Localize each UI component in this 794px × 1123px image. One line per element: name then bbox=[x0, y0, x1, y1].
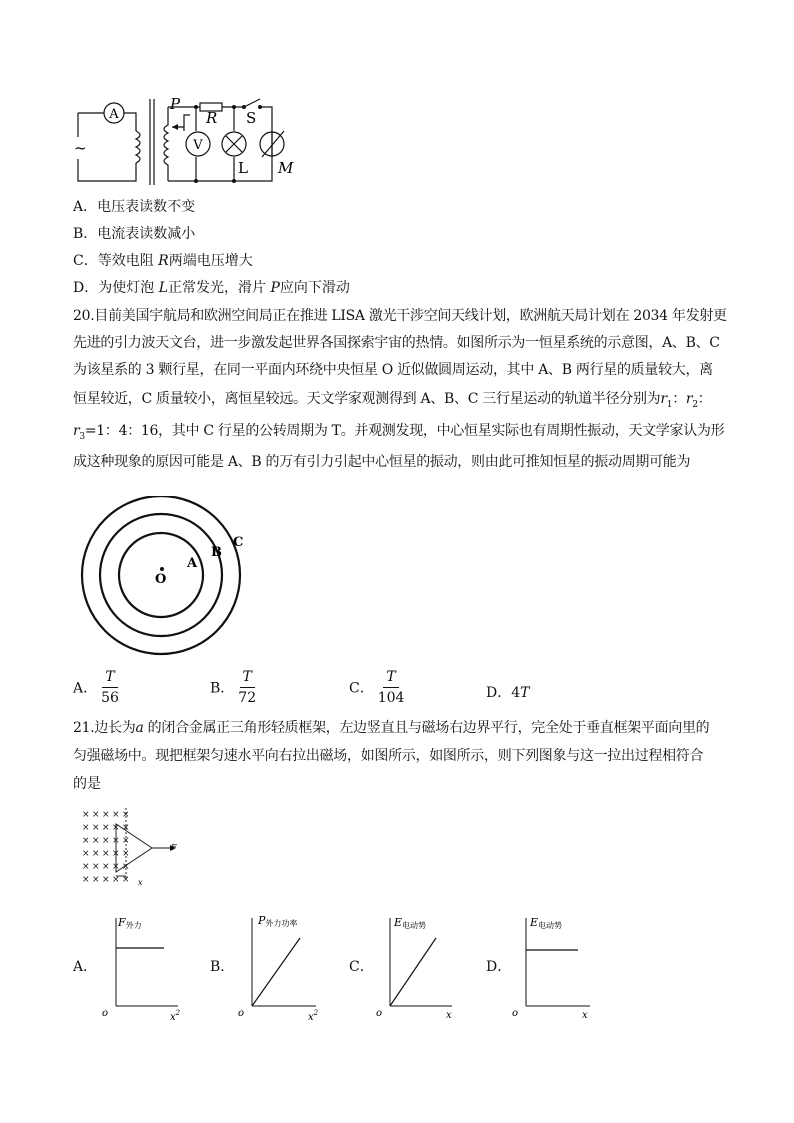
motor-label: M bbox=[278, 159, 294, 177]
field-mark: × bbox=[122, 823, 130, 833]
field-mark: × bbox=[92, 862, 100, 872]
field-mark: × bbox=[82, 836, 90, 846]
q20-line-3: 为该星系的 3 颗行星，在同一平面内环绕中央恒星 O 近似做圆周运动，其中 A、B 两行星的质量较大，离 bbox=[73, 362, 713, 378]
star-label: O bbox=[155, 572, 167, 587]
q20-option-d: D．4T bbox=[486, 685, 530, 701]
voltmeter-symbol: V bbox=[193, 138, 203, 153]
q19-option-b: B．电流表读数减小 bbox=[73, 226, 196, 242]
field-mark: × bbox=[92, 823, 100, 833]
svg-text:x: x bbox=[582, 1010, 588, 1021]
field-mark: × bbox=[102, 875, 110, 885]
field-mark: × bbox=[112, 836, 120, 846]
q20-line-2: 先进的引力波天文台，进一步激发起世界各国探索宇宙的热情。如图所示为一恒星系统的示意图，A、B、C bbox=[73, 335, 720, 351]
planet-a-label: A bbox=[187, 556, 198, 571]
svg-text:F外力: F外力 bbox=[118, 916, 142, 930]
q20-option-c: C． $\frac{T}{104}$ bbox=[349, 669, 405, 706]
field-mark: × bbox=[102, 810, 110, 820]
field-mark: × bbox=[92, 875, 100, 885]
field-mark: × bbox=[112, 849, 120, 859]
field-frame-diagram bbox=[78, 808, 188, 890]
ammeter-symbol: A bbox=[109, 107, 119, 122]
central-star bbox=[160, 567, 164, 571]
q20-option-b: B． $\frac{T}{72}$ bbox=[210, 669, 257, 706]
q20-option-a: A． $\frac{T}{56}$ bbox=[73, 669, 119, 706]
q19-option-c: C．等效电阻 R两端电压增大 bbox=[73, 253, 253, 269]
field-mark: × bbox=[92, 836, 100, 846]
q21-graph-c bbox=[372, 910, 462, 1022]
planet-b-label: B bbox=[211, 545, 222, 560]
displacement-label: x bbox=[138, 878, 143, 887]
orbit-diagram bbox=[78, 496, 248, 656]
field-mark: × bbox=[112, 862, 120, 872]
svg-text:o: o bbox=[376, 1008, 383, 1019]
field-mark: × bbox=[82, 849, 90, 859]
field-mark: × bbox=[82, 875, 90, 885]
field-mark: × bbox=[82, 862, 90, 872]
field-mark: × bbox=[112, 875, 120, 885]
svg-text:E电动势: E电动势 bbox=[394, 916, 427, 930]
svg-text:o: o bbox=[238, 1008, 245, 1019]
planet-c-label: C bbox=[233, 535, 244, 550]
q21-option-a-letter: A． bbox=[73, 959, 98, 975]
source-symbol: ~ bbox=[74, 139, 87, 157]
svg-text:o: o bbox=[512, 1008, 519, 1019]
field-mark: × bbox=[122, 810, 130, 820]
field-mark: × bbox=[92, 849, 100, 859]
slider-label: P bbox=[170, 95, 181, 113]
q21-option-c-letter: C． bbox=[349, 959, 374, 975]
svg-text:x: x bbox=[446, 1010, 452, 1021]
switch-label: S bbox=[246, 109, 257, 127]
q21-line-1: 21.边长为a 的闭合金属正三角形轻质框架，左边竖直且与磁场右边界平行，完全处于垂直框架平面向里的 bbox=[73, 720, 710, 736]
field-mark: × bbox=[102, 849, 110, 859]
field-mark: × bbox=[102, 836, 110, 846]
field-mark: × bbox=[122, 862, 130, 872]
q21-option-b-letter: B． bbox=[210, 959, 235, 975]
force-label: F bbox=[171, 843, 177, 852]
q20-line-1: 20.目前美国宇航局和欧洲空间局正在推进 LISA 激光干涉空间天线计划，欧洲航天局计划在 2034 年发射更 bbox=[73, 308, 727, 324]
graph-c-curve bbox=[390, 938, 436, 1006]
q21-graph-b bbox=[234, 908, 326, 1022]
field-mark: × bbox=[112, 823, 120, 833]
q19-option-a: A．电压表读数不变 bbox=[73, 199, 196, 215]
resistor-label: R bbox=[206, 109, 218, 127]
svg-text:P外力功率: P外力功率 bbox=[258, 914, 298, 928]
svg-text:x2: $x^2$ bbox=[170, 1009, 181, 1022]
q19-option-d: D．为使灯泡 L正常发光，滑片 P应向下滑动 bbox=[73, 280, 350, 296]
field-mark: × bbox=[102, 862, 110, 872]
q21-graph-a bbox=[98, 912, 188, 1022]
q21-line-2: 匀强磁场中。现把框架匀速水平向右拉出磁场，如图所示，如图所示，则下列图象与这一拉出过程相符合 bbox=[73, 748, 704, 764]
field-mark: × bbox=[122, 836, 130, 846]
field-mark: × bbox=[112, 810, 120, 820]
svg-text:o: o bbox=[102, 1008, 109, 1019]
q21-graph-d bbox=[508, 910, 600, 1022]
svg-text:x2: $x^2$ bbox=[308, 1009, 319, 1022]
field-mark: × bbox=[82, 823, 90, 833]
q21-line-3: 的是 bbox=[73, 776, 101, 792]
lamp-label: L bbox=[238, 159, 248, 177]
svg-text:E电动势: E电动势 bbox=[530, 916, 563, 930]
q20-line-6: 成这种现象的原因可能是 A、B 的万有引力引起中心恒星的振动，则由此可推知恒星的振动周期可能为 bbox=[73, 454, 691, 470]
q21-option-d-letter: D． bbox=[486, 959, 512, 975]
field-mark: × bbox=[122, 849, 130, 859]
q20-line-4: 恒星较近，C 质量较小，离恒星较远。天文学家观测得到 A、B、C 三行星运动的轨道半径分别为$r_1$：$r_2$： bbox=[73, 391, 712, 410]
field-mark: × bbox=[82, 810, 90, 820]
q20-line-5: $r_3=1$：4：16，其中 C 行星的公转周期为 T。并观测发现，中心恒星实际也有周期性振动，天文学家认为形 bbox=[73, 423, 725, 442]
field-mark: × bbox=[92, 810, 100, 820]
field-mark: × bbox=[102, 823, 110, 833]
field-mark: × bbox=[122, 875, 130, 885]
transformer-circuit-diagram bbox=[74, 95, 304, 187]
graph-b-curve bbox=[252, 938, 300, 1006]
